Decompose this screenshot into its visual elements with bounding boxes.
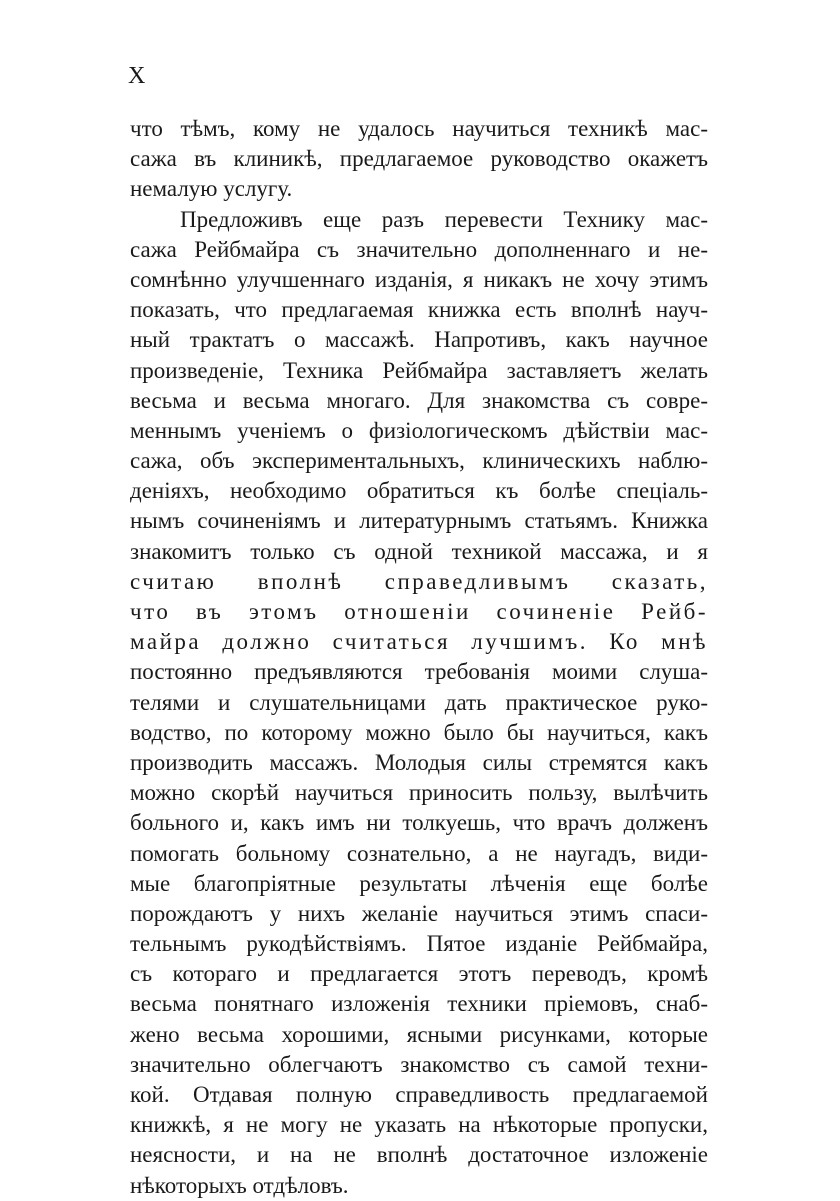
text-line: знакомитъ только съ одной техникой массажа, и я (130, 538, 708, 564)
text-line: сомнѣнно улучшеннаго изданія, я никакъ не хочу этимъ (130, 266, 708, 292)
text-line: показать, что предлагаемая книжка есть вполнѣ науч- (130, 297, 708, 323)
text-line: производить массажъ. Молодыя силы стремятся какъ (130, 749, 708, 775)
body-text (130, 114, 708, 1201)
text-line: произведеніе, Техника Рейбмайра заставляетъ желать (130, 357, 708, 383)
text-line: майра должно считаться лучшимъ. Ко мнѣ (130, 629, 708, 655)
text-line: немалую услугу. (130, 176, 293, 202)
text-line: можно скорѣй научиться приносить пользу, вылѣчить (130, 780, 708, 806)
text-line: мые благопріятные результаты лѣченія еще болѣе (130, 870, 708, 896)
text-line: порождаютъ у нихъ желаніе научиться этимъ спаси- (130, 900, 708, 926)
text-line: водство, по которому можно было бы научиться, какъ (130, 719, 708, 745)
text-line: ный трактатъ о массажѣ. Напротивъ, какъ научное (130, 327, 708, 353)
text-line: съ котораго и предлагается этотъ переводъ, кромѣ (130, 961, 708, 987)
text-line: телями и слушательницами дать практическое руко- (130, 689, 708, 715)
text-line: значительно облегчаютъ знакомство съ самой техни- (130, 1051, 708, 1077)
text-line: меннымъ ученіемъ о физіологическомъ дѣйствіи мас- (130, 417, 708, 443)
page-number: X (128, 63, 146, 89)
text-line: что тѣмъ, кому не удалось научиться техникѣ мас- (130, 116, 708, 141)
text-line: весьма понятнаго изложенія техники пріемовъ, снаб- (130, 991, 708, 1017)
text-line: считаю вполнѣ справедливымъ сказать, (130, 568, 708, 594)
text-line: что въ этомъ отношеніи сочиненіе Рейб- (130, 599, 708, 624)
text-line: сажа Рейбмайра съ значительно дополненнаго и не- (130, 236, 708, 262)
text-line: нѣкоторыхъ отдѣловъ. (130, 1172, 349, 1198)
text-line: Предложивъ еще разъ перевести Технику мас- (180, 206, 708, 232)
text-line: сажа, объ экспериментальныхъ, клиническихъ наблю- (130, 448, 708, 474)
text-line: весьма и весьма многаго. Для знакомства съ совре- (130, 387, 708, 413)
text-line: книжкѣ, я не могу не указать на нѣкоторые пропуски, (130, 1112, 708, 1138)
text-line: постоянно предъявляются требованія моими слуша- (130, 659, 708, 685)
text-line: деніяхъ, необходимо обратиться къ болѣе спеціаль- (130, 478, 708, 504)
text-line: сажа въ клиникѣ, предлагаемое руководство окажетъ (130, 146, 708, 172)
text-line: нымъ сочиненіямъ и литературнымъ статьямъ. Книжка (130, 508, 708, 534)
text-line: тельнымъ рукодѣйствіямъ. Пятое изданіе Рейбмайра, (130, 931, 708, 957)
text-line: помогать больному сознательно, а не наугадъ, види- (130, 840, 708, 866)
text-line: жено весьма хорошими, ясными рисунками, которые (130, 1021, 708, 1047)
text-line: кой. Отдавая полную справедливость предлагаемой (130, 1082, 708, 1107)
text-line: неясности, и на не вполнѣ достаточное изложеніе (130, 1142, 708, 1168)
text-line: больного и, какъ имъ ни толкуешь, что врачъ долженъ (130, 810, 708, 836)
